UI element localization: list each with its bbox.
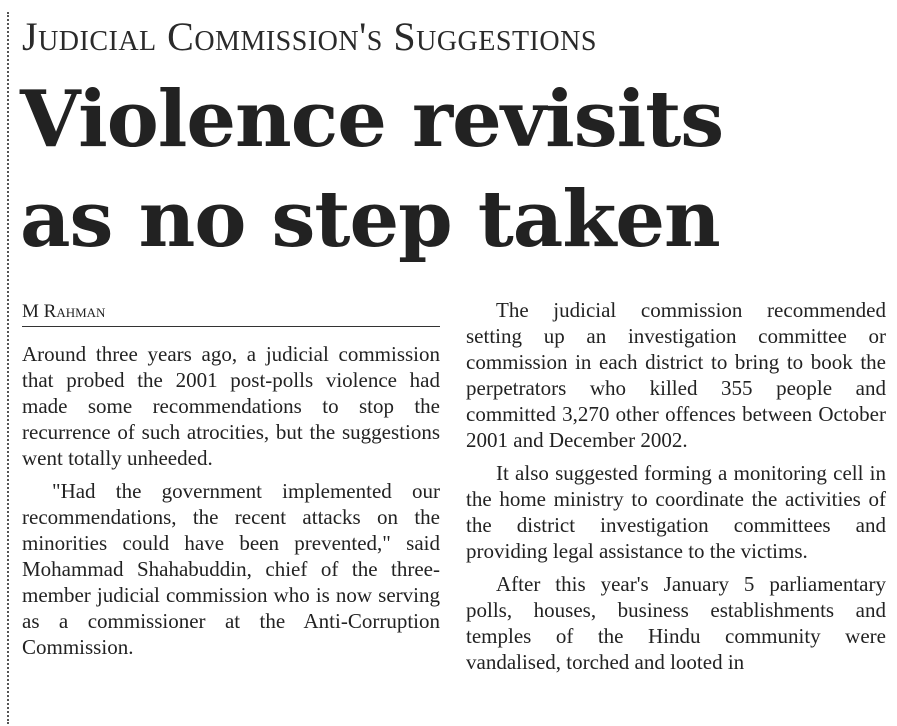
headline-line-1: Violence revisits <box>20 74 724 165</box>
article-column-left <box>22 341 440 667</box>
section-kicker: Judicial Commission's Suggestions <box>22 14 597 59</box>
dotted-margin-rule <box>7 12 9 724</box>
headline <box>20 70 890 270</box>
article-column-right <box>466 297 886 682</box>
byline: M Rahman <box>22 300 440 327</box>
paragraph-1: Around three years ago, a judicial commission that probed the 2001 post-polls violence had made some recommendations to stop the recurrence of such atrocities, but the suggestions went totally unheeded. <box>22 342 440 470</box>
paragraph-4: It also suggested forming a monitoring cell in the home ministry to coordinate the activities of the district investigation committees and providing legal assistance to the victims. <box>466 461 886 563</box>
headline-line-2: as no step taken <box>20 174 720 265</box>
paragraph-2: "Had the government implemented our recommendations, the recent attacks on the minorities could have been prevented," said Mohammad Shahabuddin, chief of the three-member judicial commission who is now serving as a commissioner at the Anti-Corruption Commission. <box>22 479 440 659</box>
paragraph-3: The judicial commission recommended setting up an investigation committee or commission in each district to bring to book the perpetrators who killed 355 people and committed 3,270 other offences between October 2001 and December 2002. <box>466 298 886 452</box>
paragraph-5: After this year's January 5 parliamentary polls, houses, business establishments and temples of the Hindu community were vandalised, torched and looted in <box>466 572 886 674</box>
